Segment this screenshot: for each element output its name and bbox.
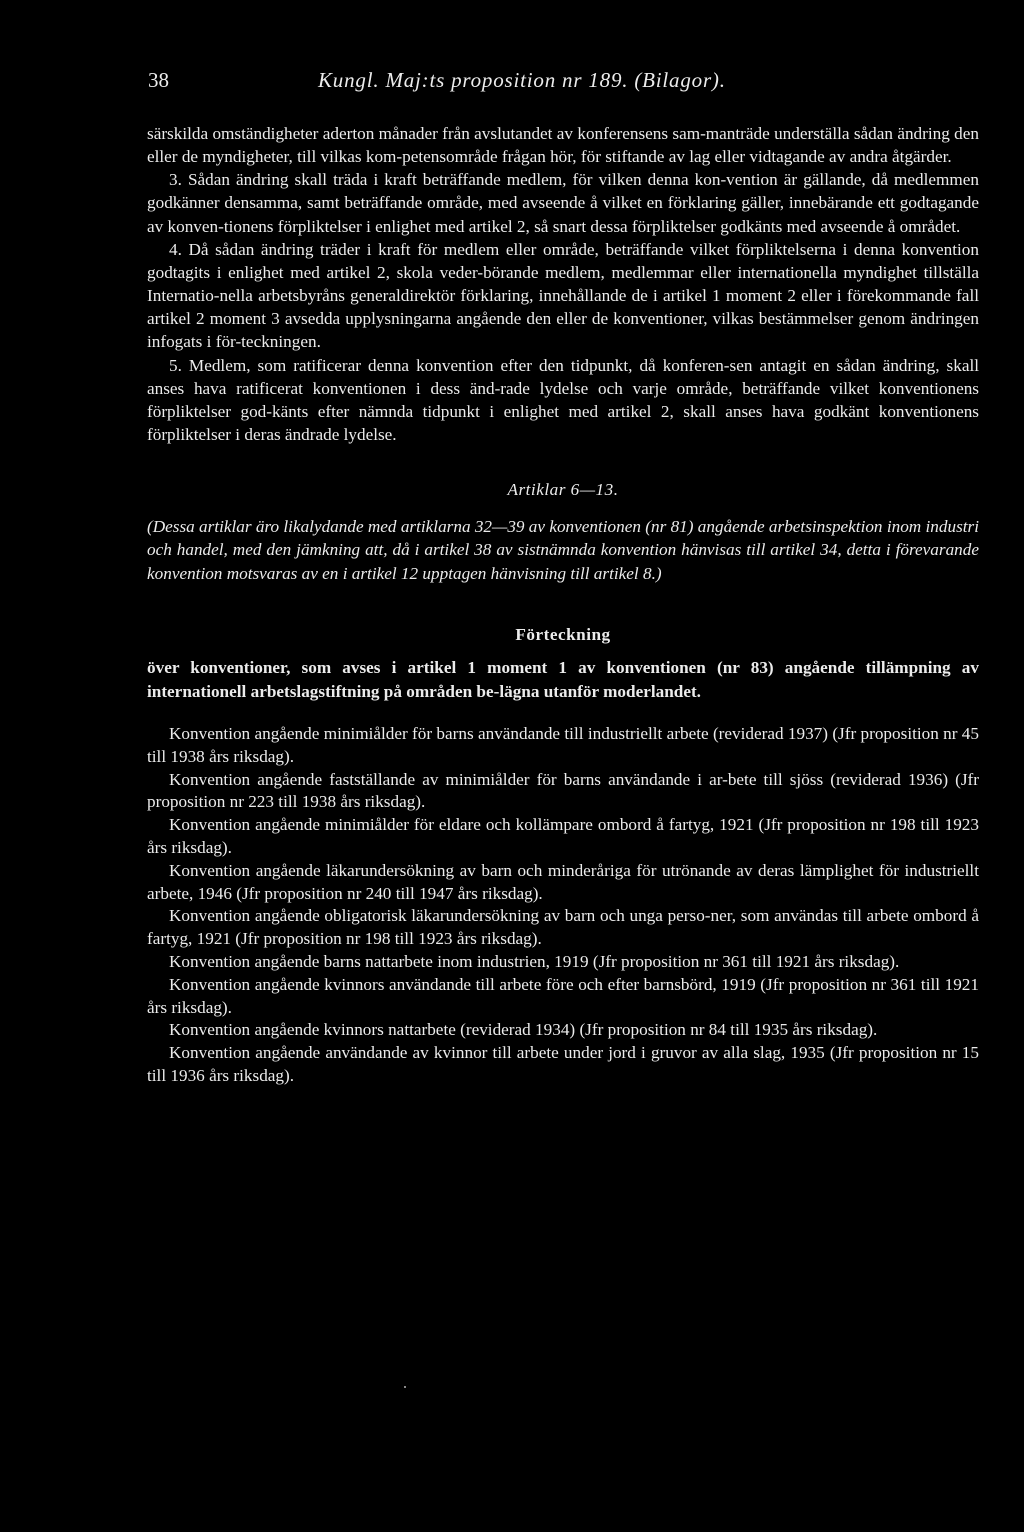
list-title: Förteckning xyxy=(515,625,611,645)
section-title: Artiklar 6—13. xyxy=(507,480,619,500)
convention-list xyxy=(147,723,979,1088)
page-header xyxy=(148,68,984,102)
convention-item: Konvention angående barns nattarbete inom industrien, 1919 (Jfr proposition nr 361 till 1921 års riksdag). xyxy=(169,952,900,972)
paragraph-continuation: särskilda omständigheter aderton månader från avslutandet av konferensens sam-manträde underställa sådan ändring den eller de myndigheter, till vilkas kom-petensområde frågan hör, för stiftande av lag eller vidtagande av andra åtgärder. xyxy=(147,124,979,167)
paragraph-4: 4. Då sådan ändring träder i kraft för medlem eller område, beträffande vilket förpliktelserna i denna konvention godtagits i enlighet med artikel 2, skola veder-börande medlem, medlemmar eller internationella myndighet tillställa Internatio-nella arbetsbyråns generaldirektör förklaring, innehållande de i artikel 1 moment 2 eller i förekommande fall artikel 2 moment 3 avsedda upplysningarna angående den eller de konventioner, vilkas bestämmelser genom ändringen infogats i för-teckningen. xyxy=(147,239,979,352)
paragraph-3: 3. Sådan ändring skall träda i kraft beträffande medlem, för vilken denna kon-vention är gällande, då medlemmen godkänner densamma, samt beträffande område, med avseende å vilket en förklaring gäller, innebärande ett godtagande av konven-tionens förpliktelser i enlighet med artikel 2, så snart dessa förpliktelser godkänts med avseende å området. xyxy=(147,170,979,236)
convention-item: Konvention angående minimiålder för barns användande till industriellt arbete (reviderad 1937) (Jfr proposition nr 45 till 1938 års riksdag). xyxy=(147,724,979,766)
scan-speck xyxy=(404,1386,406,1388)
convention-item: Konvention angående kvinnors nattarbete (reviderad 1934) (Jfr proposition nr 84 till 1935 års riksdag). xyxy=(169,1020,878,1040)
running-head: Kungl. Maj:ts proposition nr 189. (Bilagor). xyxy=(318,68,726,92)
convention-item: Konvention angående användande av kvinnor till arbete under jord i gruvor av alla slag, 1935 (Jfr proposition nr 15 till 1936 års riksdag). xyxy=(147,1043,979,1086)
convention-item: Konvention angående kvinnors användande till arbete före och efter barnsbörd, 1919 (Jfr proposition nr 361 till 1921 års riksdag). xyxy=(147,974,979,1017)
page-number: 38 xyxy=(148,68,169,92)
convention-item: Konvention angående fastställande av minimiålder för barns användande i ar-bete till sjöss (reviderad 1936) (Jfr proposition nr 223 till 1938 års riksdag). xyxy=(147,769,979,812)
section-note: (Dessa artiklar äro likalydande med artiklarna 32—39 av konventionen (nr 81) angående arbetsinspektion inom industri och handel, med den jämkning att, då i artikel 38 av sistnämnda konvention hänvisas till artikel 34, detta i förevarande konvention motsvaras av en i artikel 12 upptagen hänvisning till artikel 8.) xyxy=(147,517,979,583)
convention-item: Konvention angående minimiålder för eldare och kollämpare ombord å fartyg, 1921 (Jfr proposition nr 198 till 1923 års riksdag). xyxy=(147,815,979,858)
body-text xyxy=(147,122,979,1088)
convention-item: Konvention angående obligatorisk läkarundersökning av barn och unga perso-ner, som användas till arbete ombord å fartyg, 1921 (Jfr proposition nr 198 till 1923 års riksdag). xyxy=(147,906,979,949)
convention-item: Konvention angående läkarundersökning av barn och minderåriga för utrönande av deras lämplighet för industriellt arbete, 1946 (Jfr proposition nr 240 till 1947 års riksdag). xyxy=(147,860,979,903)
paragraph-5: 5. Medlem, som ratificerar denna konvention efter den tidpunkt, då konferen-sen antagit en sådan ändring, skall anses hava ratificerat konventionen i dess änd-rade lydelse och varje område, beträffande vilket konventionens förpliktelser god-känts efter nämnda tidpunkt i enlighet med artikel 2, skall anses hava godkänt konventionens förpliktelser i deras ändrade lydelse. xyxy=(147,355,979,445)
list-subtitle: över konventioner, som avses i artikel 1 moment 1 av konventionen (nr 83) angående tillämpning av internationell arbetslagstiftning på områden be-lägna utanför moderlandet. xyxy=(147,658,979,701)
